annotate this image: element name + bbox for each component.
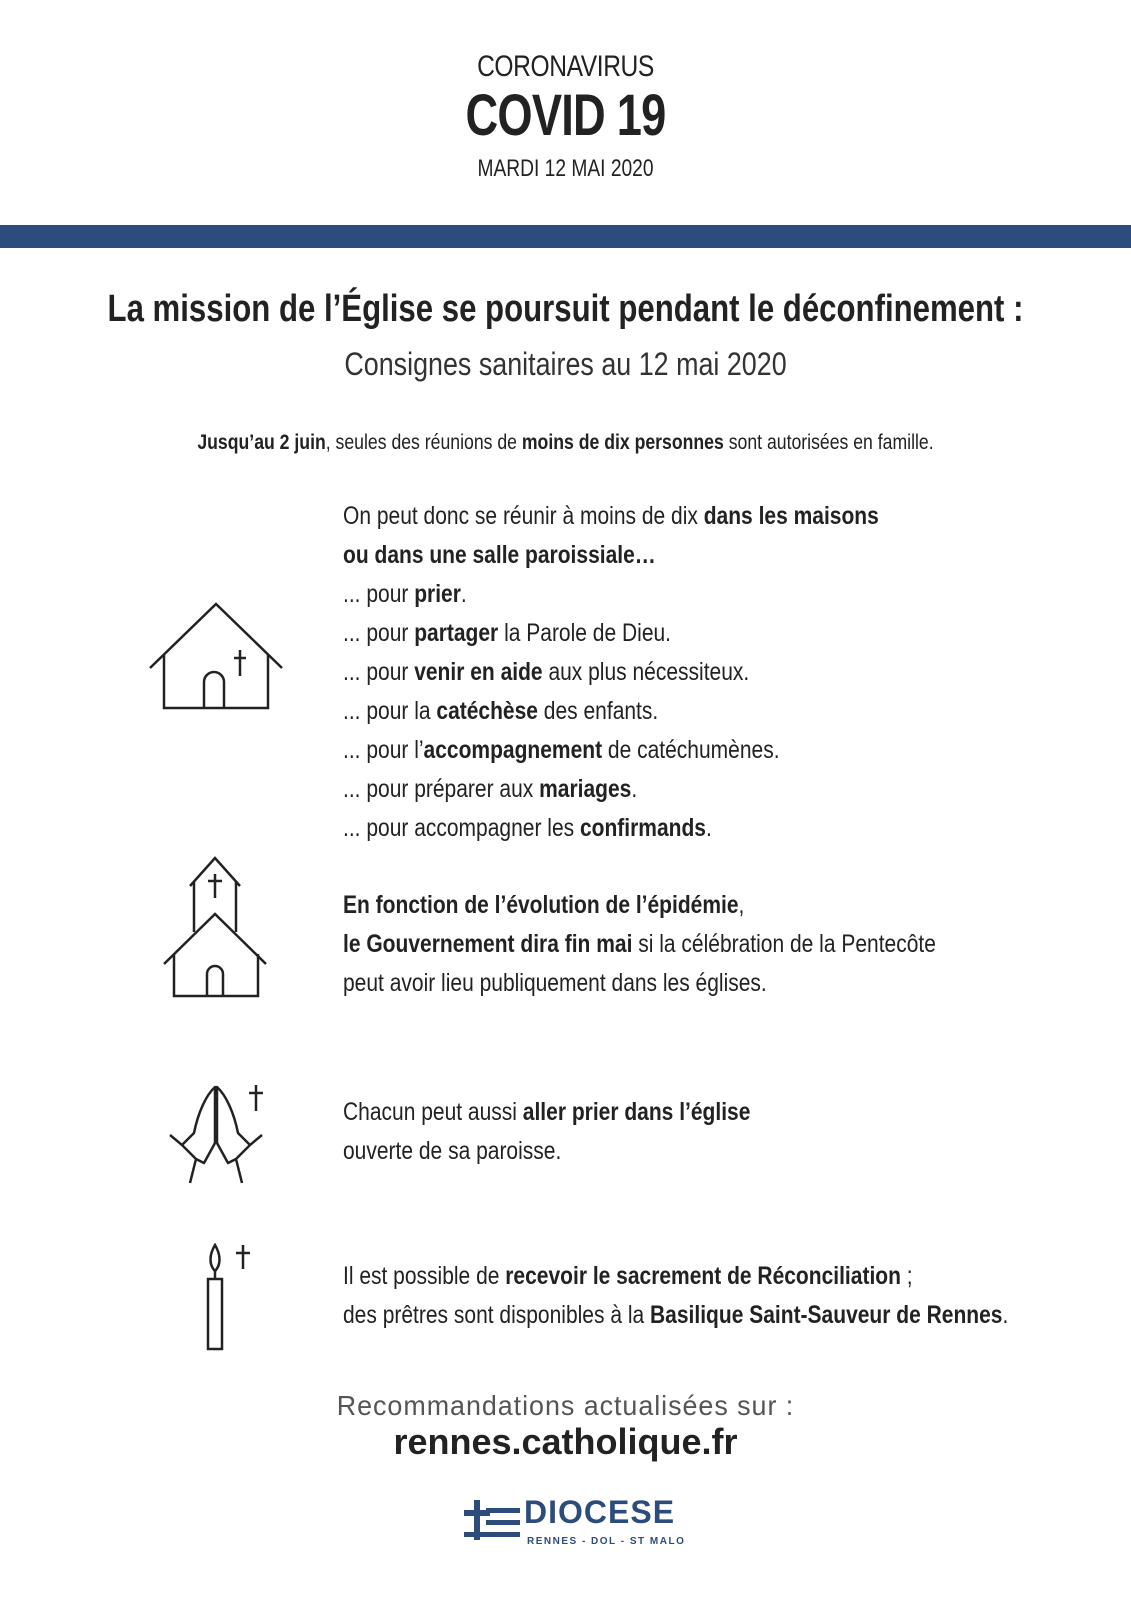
section-pray [343, 1093, 750, 1171]
s2-l2-text: si la célébration de la Pentecôte [632, 930, 936, 958]
s4-line-1 [343, 1257, 1008, 1296]
s2-l1-text: , [738, 891, 745, 919]
diocese-cross-icon [464, 1500, 520, 1544]
s1-item-pre: ... pour accompagner les [343, 814, 580, 842]
s1-item-bold: catéchèse [436, 697, 538, 725]
header-band [0, 225, 1131, 248]
s1-item-pre: ... pour [343, 580, 415, 608]
intro-text-1: , seules des réunions de [325, 431, 522, 454]
s4-l1-bold: recevoir le sacrement de Réconciliation [505, 1262, 901, 1290]
s4-l2-text2: . [1002, 1301, 1009, 1329]
logo-subtitle: RENNES - DOL - ST MALO [527, 1536, 686, 1547]
praying-hands-icon [168, 1085, 270, 1185]
s3-line-1 [343, 1093, 750, 1132]
logo-text: DIOCESE [524, 1494, 676, 1530]
s1-item-bold: venir en aide [414, 658, 543, 686]
s1-item-bold: accompagnement [423, 736, 603, 764]
s2-line-3 [343, 964, 936, 1003]
recommendations-label: Recommandations actualisées sur : [336, 1390, 795, 1421]
poster-subtitle: Consignes sanitaires au 12 mai 2020 [344, 346, 787, 382]
s1-item [343, 614, 879, 653]
s1-item-post: des enfants. [537, 697, 659, 725]
intro-text [90, 431, 1040, 455]
s1-item-post: . [460, 580, 467, 608]
s1-l1-text: On peut donc se réunir à moins de dix [343, 502, 704, 530]
s1-item-post: la Parole de Dieu. [498, 619, 672, 647]
intro-bold-1: Jusqu’au 2 juin [197, 431, 326, 454]
header-coronavirus: CORONAVIRUS [477, 50, 654, 83]
s2-l3-text: peut avoir lieu publiquement dans les églises. [343, 969, 767, 997]
header-date: MARDI 12 MAI 2020 [477, 155, 654, 182]
s1-item [343, 692, 879, 731]
s1-item [343, 653, 879, 692]
church-icon [162, 856, 272, 1000]
intro-text-2: sont autorisées en famille. [723, 431, 934, 454]
s3-line-2 [343, 1132, 750, 1171]
s3-l2-text: ouverte de sa paroisse. [343, 1137, 562, 1165]
candle-icon [205, 1243, 255, 1353]
s1-item-pre: ... pour [343, 619, 415, 647]
s4-l1-text: Il est possible de [343, 1262, 506, 1290]
diocese-logo [464, 1494, 686, 1550]
s3-l1-text: Chacun peut aussi [343, 1098, 523, 1126]
house-cross-icon [148, 600, 284, 712]
s1-item-post: . [705, 814, 712, 842]
section-reconciliation [343, 1257, 1008, 1335]
s1-item-post: de catéchumènes. [602, 736, 780, 764]
s1-item-bold: prier [414, 580, 461, 608]
s1-item-pre: ... pour l’ [343, 736, 424, 764]
s1-line-1 [343, 497, 879, 536]
section-government [343, 886, 936, 1003]
s1-item-bold: confirmands [579, 814, 706, 842]
s1-item-pre: ... pour la [343, 697, 437, 725]
s1-item [343, 575, 879, 614]
s3-l1-bold: aller prier dans l’église [522, 1098, 751, 1126]
intro-bold-2: moins de dix personnes [521, 431, 724, 454]
s4-l2-bold: Basilique Saint-Sauveur de Rennes [650, 1301, 1003, 1329]
s1-item-post: . [631, 775, 638, 803]
s2-l1-bold: En fonction de l’évolution de l’épidémie [343, 891, 739, 919]
s1-l1-bold: dans les maisons [703, 502, 879, 530]
s1-item-bold: partager [414, 619, 499, 647]
s4-l2-text: des prêtres sont disponibles à la [343, 1301, 651, 1329]
s1-item [343, 770, 879, 809]
s1-item [343, 809, 879, 848]
s1-item-pre: ... pour préparer aux [343, 775, 540, 803]
s2-line-2 [343, 925, 936, 964]
s1-item-post: aux plus nécessiteux. [542, 658, 750, 686]
poster-title: La mission de l’Église se poursuit pendant le déconfinement : [107, 288, 1024, 330]
s1-item-bold: mariages [539, 775, 632, 803]
s1-item [343, 731, 879, 770]
s4-line-2 [343, 1296, 1008, 1335]
website-link[interactable]: rennes.catholique.fr [393, 1421, 738, 1462]
s1-item-pre: ... pour [343, 658, 415, 686]
s1-l2-bold: ou dans une salle paroissiale… [343, 541, 656, 569]
s4-l1-text2: ; [900, 1262, 913, 1290]
section-gatherings [343, 497, 879, 848]
s1-line-2 [343, 536, 879, 575]
s2-l2-bold: le Gouvernement dira fin mai [343, 930, 633, 958]
s2-line-1 [343, 886, 936, 925]
header-covid19: COVID 19 [465, 83, 666, 148]
